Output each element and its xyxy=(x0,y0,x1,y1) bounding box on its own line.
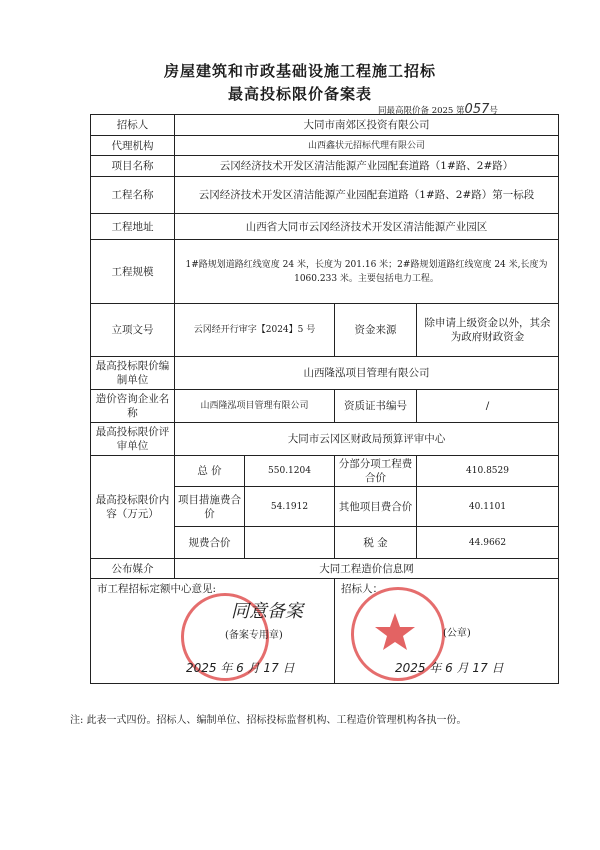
tenderer-seal-note: (公章) xyxy=(443,628,471,639)
consultant-value: 山西隆泓项目管理有限公司 xyxy=(175,390,335,423)
other-label: 其他项目费合价 xyxy=(335,487,417,527)
scale-label: 工程规模 xyxy=(91,240,175,304)
agency-label: 代理机构 xyxy=(91,136,175,156)
fund-source-value: 除申请上级资金以外，其余为政府财政资金 xyxy=(417,304,559,357)
ref-number: 057 xyxy=(464,102,490,117)
other-value: 40.1101 xyxy=(417,487,559,527)
approval-handwriting: 同意备案 xyxy=(231,601,303,622)
cert-label: 资质证书编号 xyxy=(335,390,417,423)
engineering-name-label: 工程名称 xyxy=(91,177,175,214)
fees-label: 规费合价 xyxy=(175,527,245,559)
total-value: 550.1204 xyxy=(245,456,335,487)
subitem-label: 分部分项工程费合价 xyxy=(335,456,417,487)
opinion-date: 2025 年 6 月 17 日 xyxy=(186,661,295,675)
media-label: 公布媒介 xyxy=(91,559,175,579)
fees-value xyxy=(245,527,335,559)
ref-prefix: 同最高限价备 2025 第 xyxy=(378,106,465,116)
footnote: 注: 此表一式四份。招标人、编制单位、招标投标监督机构、工程造价管理机构各执一份。 xyxy=(70,715,467,726)
engineering-name-value: 云冈经济技术开发区清洁能源产业园配套道路（1#路、2#路）第一标段 xyxy=(175,177,559,214)
consultant-label: 造价咨询企业名称 xyxy=(91,390,175,423)
location-value: 山西省大同市云冈经济技术开发区清洁能源产业园区 xyxy=(175,214,559,240)
measures-label: 项目措施费合 价 xyxy=(175,487,245,527)
opinion-label: 市工程招标定额中心意见: xyxy=(97,583,217,595)
cert-value: / xyxy=(417,390,559,423)
reviewer-label: 最高投标限价评审单位 xyxy=(91,423,175,456)
measures-value: 54.1912 xyxy=(245,487,335,527)
approval-label: 立项文号 xyxy=(91,304,175,357)
tax-value: 44.9662 xyxy=(417,527,559,559)
media-value: 大同工程造价信息网 xyxy=(175,559,559,579)
location-label: 工程地址 xyxy=(91,214,175,240)
filing-table xyxy=(90,114,559,684)
ref-suffix: 号 xyxy=(489,106,498,116)
total-label: 总 价 xyxy=(175,456,245,487)
tax-label: 税 金 xyxy=(335,527,417,559)
tenderer-sign-label: 招标人： xyxy=(341,583,383,595)
tenderer-date: 2025 年 6 月 17 日 xyxy=(395,661,504,675)
tenderer-sign-cell xyxy=(335,579,559,684)
agency-value: 山西鑫状元招标代理有限公司 xyxy=(175,136,559,156)
filing-seal-note: (备案专用章) xyxy=(225,630,283,641)
project-name-value: 云冈经济技术开发区清洁能源产业园配套道路（1#路、2#路） xyxy=(175,156,559,177)
tenderer-value: 大同市南郊区投资有限公司 xyxy=(175,115,559,136)
reviewer-value: 大同市云冈区财政局预算评审中心 xyxy=(175,423,559,456)
form-title: 房屋建筑和市政基础设施工程施工招标 xyxy=(163,62,436,80)
agency-opinion-cell xyxy=(91,579,335,684)
scale-value: 1#路规划道路红线宽度 24 米，长度为 201.16 米；2#路规划道路红线宽度 24 米,长度为 1060.233 米。主要包括电力工程。 xyxy=(175,240,559,304)
compiler-label: 最高投标限价编制单位 xyxy=(91,357,175,390)
compiler-value: 山西隆泓项目管理有限公司 xyxy=(175,357,559,390)
fund-source-label: 资金来源 xyxy=(335,304,417,357)
project-name-label: 项目名称 xyxy=(91,156,175,177)
approval-value: 云冈经开行审字【2024】5 号 xyxy=(175,304,335,357)
content-label: 最高投标限价内容（万元） xyxy=(91,456,175,559)
form-subtitle: 最高投标限价备案表 xyxy=(227,85,372,103)
tenderer-label: 招标人 xyxy=(91,115,175,136)
subitem-value: 410.8529 xyxy=(417,456,559,487)
